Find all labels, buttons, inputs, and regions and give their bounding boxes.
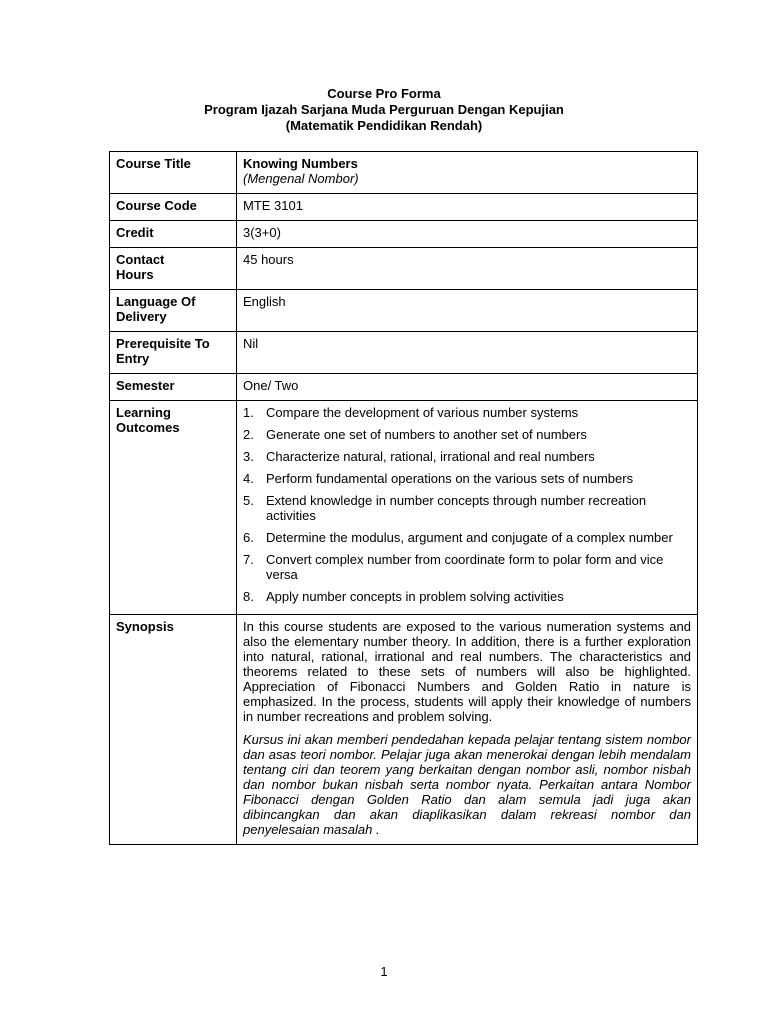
program-name: Program Ijazah Sarjana Muda Perguruan Dengan Kepujian — [204, 102, 564, 117]
row-contact-hours — [110, 248, 698, 290]
list-item — [243, 589, 691, 604]
credit-value: 3(3+0) — [237, 221, 698, 248]
course-proforma-table — [109, 151, 698, 845]
row-language — [110, 290, 698, 332]
contact-hours-label-line2: Hours — [116, 267, 154, 282]
list-item — [243, 427, 691, 442]
course-title-value: Knowing Numbers — [243, 156, 358, 171]
course-code-value: MTE 3101 — [237, 194, 698, 221]
learning-outcomes-label-line1: Learning — [116, 405, 171, 420]
list-item-text: Perform fundamental operations on the various sets of numbers — [266, 471, 634, 486]
list-item-number: 2. — [243, 427, 254, 442]
list-item — [243, 449, 691, 464]
prerequisite-label-line2: Entry — [116, 351, 150, 366]
semester-label: Semester — [110, 374, 237, 401]
document-title: Course Pro Forma — [327, 86, 441, 101]
row-course-code — [110, 194, 698, 221]
page-number: 1 — [380, 964, 388, 979]
language-label — [110, 290, 237, 332]
learning-outcomes-cell — [237, 401, 698, 615]
semester-value: One/ Two — [237, 374, 698, 401]
program-subtitle: (Matematik Pendidikan Rendah) — [285, 118, 483, 133]
language-label-line2: Delivery — [116, 309, 167, 324]
row-synopsis — [110, 615, 698, 845]
language-label-line1: Language Of — [116, 294, 196, 309]
prerequisite-label — [110, 332, 237, 374]
list-item-number: 1. — [243, 405, 254, 420]
list-item-number: 5. — [243, 493, 254, 508]
document-header — [0, 86, 768, 134]
learning-outcomes-list — [243, 405, 691, 604]
list-item-number: 3. — [243, 449, 254, 464]
contact-hours-label — [110, 248, 237, 290]
learning-outcomes-label-line2: Outcomes — [116, 420, 180, 435]
synopsis-malay: Kursus ini akan memberi pendedahan kepada pelajar tentang sistem nombor dan asas teori nombor. Pelajar juga akan menerokai dengan lebih mendalam tentang ciri dan teorem yang berkaitan dengan nombor asli, nombor nisbah dan nombor bukan nisbah serta nombor nyata. Perkaitan antara Nombor Fibonacci dengan Golden Ratio dan alam semula jadi juga akan dibincangkan dan akan diaplikasikan dalam rekreasi nombor dan penyelesaian masalah . — [243, 732, 691, 837]
list-item — [243, 405, 691, 420]
list-item-text: Characterize natural, rational, irrational and real numbers — [266, 449, 595, 464]
row-prerequisite — [110, 332, 698, 374]
list-item-text: Extend knowledge in number concepts through number recreation activities — [266, 493, 647, 523]
list-item-text: Apply number concepts in problem solving activities — [266, 589, 564, 604]
list-item-text: Compare the development of various number systems — [266, 405, 579, 420]
contact-hours-value: 45 hours — [237, 248, 698, 290]
list-item — [243, 471, 691, 486]
list-item-number: 4. — [243, 471, 254, 486]
row-learning-outcomes — [110, 401, 698, 615]
prerequisite-value: Nil — [237, 332, 698, 374]
course-title-malay: (Mengenal Nombor) — [243, 171, 359, 186]
list-item-text: Convert complex number from coordinate form to polar form and vice versa — [266, 552, 664, 582]
list-item — [243, 530, 691, 545]
list-item-text: Determine the modulus, argument and conjugate of a complex number — [266, 530, 673, 545]
synopsis-cell — [237, 615, 698, 845]
list-item-text: Generate one set of numbers to another set of numbers — [266, 427, 587, 442]
course-title-cell — [237, 152, 698, 194]
list-item-number: 6. — [243, 530, 254, 545]
synopsis-label: Synopsis — [110, 615, 237, 845]
prerequisite-label-line1: Prerequisite To — [116, 336, 210, 351]
row-credit — [110, 221, 698, 248]
course-code-label: Course Code — [110, 194, 237, 221]
list-item-number: 8. — [243, 589, 254, 604]
list-item-number: 7. — [243, 552, 254, 567]
learning-outcomes-label — [110, 401, 237, 615]
row-semester — [110, 374, 698, 401]
credit-label: Credit — [110, 221, 237, 248]
synopsis-english: In this course students are exposed to the various numeration systems and also the elementary number theory. In addition, there is a further exploration into natural, rational, irrational and real numbers. The characteristics and theorems related to these sets of numbers will also be highlighted. Appreciation of Fibonacci Numbers and Golden Ratio in nature is emphasized. In the process, students will apply their knowledge of numbers in number recreations and problem solving. — [243, 619, 691, 724]
list-item — [243, 493, 691, 523]
list-item — [243, 552, 691, 582]
contact-hours-label-line1: Contact — [116, 252, 165, 267]
row-course-title — [110, 152, 698, 194]
course-title-label: Course Title — [110, 152, 237, 194]
language-value: English — [237, 290, 698, 332]
